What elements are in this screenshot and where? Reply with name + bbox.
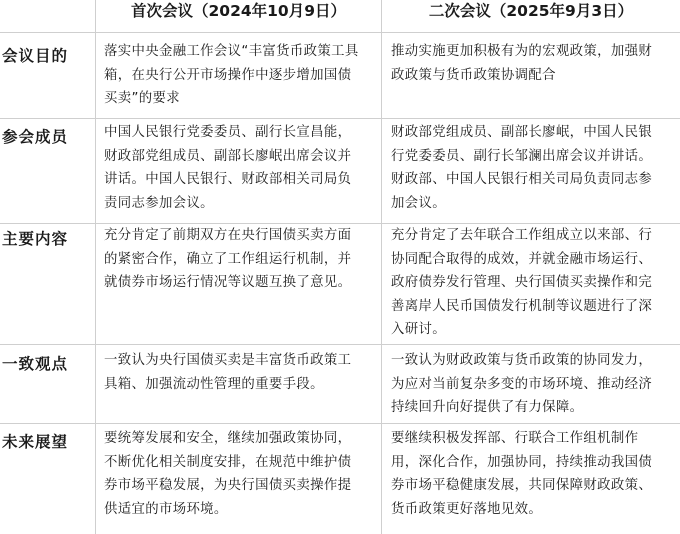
- cell-participants-first: 中国人民银行党委委员、副行长宣昌能， 财政部党组成员、副部长廖岷出席会议并 讲话。中国人民银行、财政部相关司局负 责同志参加会议。: [104, 125, 352, 211]
- header-first-meeting: 首次会议（2024年10月9日）: [131, 2, 346, 20]
- cell-purpose-second: 推动实施更加积极有为的宏观政策，加强财 政政策与货币政策协调配合: [391, 44, 653, 83]
- cell-outlook-second: 要继续积极发挥部、行联合工作组机制作 用，深化合作，加强协同，持续推动我国债 券市场平稳健康发展，共同保障财政政策、 货币政策更好落地见效。: [391, 431, 653, 517]
- row-divider: [0, 344, 680, 345]
- cell-main-content-first: 充分肯定了前期双方在央行国债买卖方面 的紧密合作，确立了工作组运行机制，并 就债券市场运行情况等议题互换了意见。: [104, 228, 352, 291]
- cell-consensus-second: 一致认为财政政策与货币政策的协同发力， 为应对当前复杂多变的市场环境、推动经济 持续回升向好提供了有力保障。: [391, 353, 653, 416]
- cell-main-content-second: 充分肯定了去年联合工作组成立以来部、行 协同配合取得的成效，并就金融市场运行、 政府债券发行管理、央行国债买卖操作和完 善离岸人民币国债发行机制等议题进行了深 入研讨。: [391, 228, 653, 338]
- cell-outlook-first: 要统筹发展和安全，继续加强政策协同， 不断优化相关制度安排，在规范中维护债 券市场平稳发展，为央行国债买卖操作提 供适宜的市场环境。: [104, 431, 352, 517]
- row-label-consensus: 一致观点: [2, 355, 69, 373]
- row-divider: [0, 118, 680, 119]
- row-divider: [0, 32, 680, 33]
- column-divider: [95, 0, 96, 534]
- cell-consensus-first: 一致认为央行国债买卖是丰富货币政策工 具箱、加强流动性管理的重要手段。: [104, 353, 352, 392]
- row-divider: [0, 423, 680, 424]
- column-divider: [381, 0, 382, 534]
- row-label-outlook: 未来展望: [2, 433, 69, 451]
- row-label-participants: 参会成员: [2, 128, 69, 146]
- row-label-main-content: 主要内容: [2, 230, 69, 248]
- cell-participants-second: 财政部党组成员、副部长廖岷，中国人民银 行党委委员、副行长邹澜出席会议并讲话。 财政部、中国人民银行相关司局负责同志参 加会议。: [391, 125, 653, 211]
- row-label-purpose: 会议目的: [2, 47, 69, 65]
- header-second-meeting: 二次会议（2025年9月3日）: [428, 2, 634, 20]
- cell-purpose-first: 落实中央金融工作会议“丰富货币政策工具 箱，在央行公开市场操作中逐步增加国债 买卖”的要求: [104, 44, 359, 107]
